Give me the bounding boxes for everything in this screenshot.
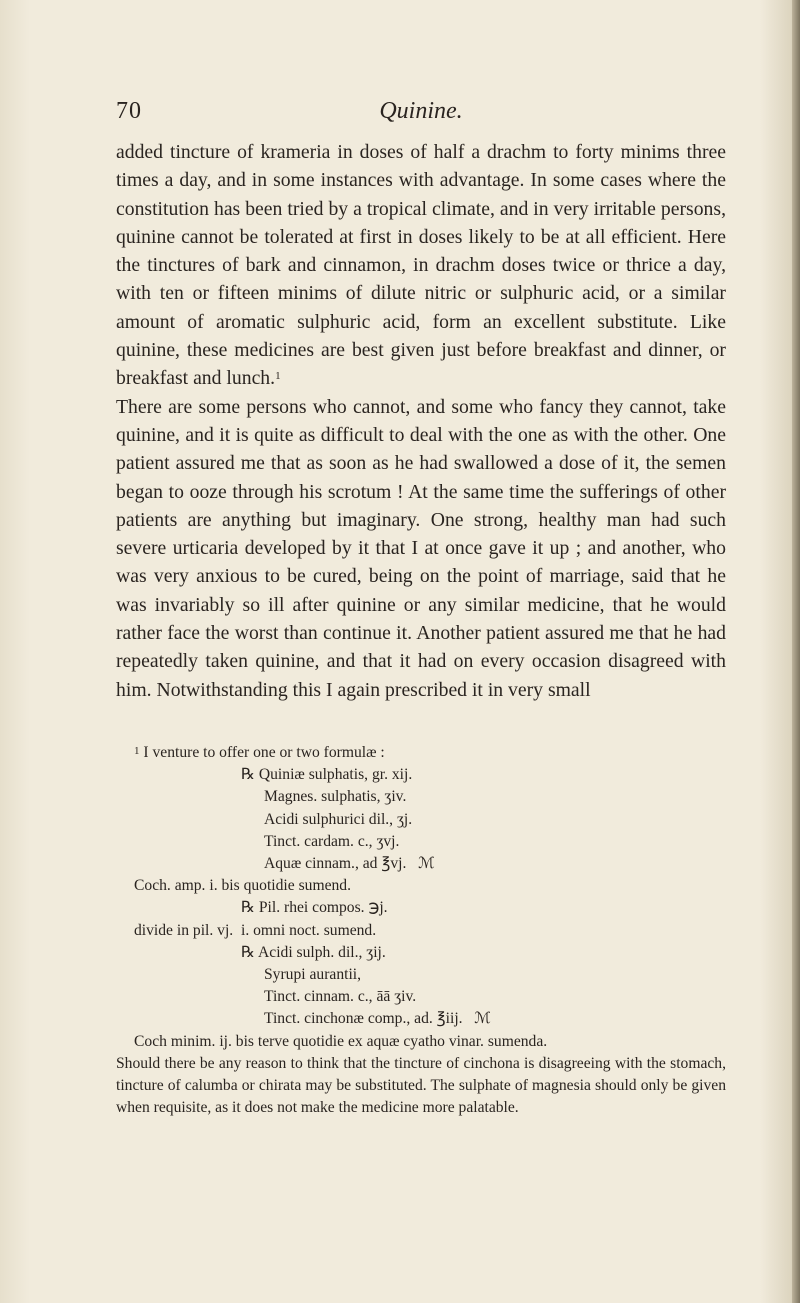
page-number: 70: [116, 98, 142, 124]
prescription-3-line: Tinct. cinnam. c., āā ʒiv.: [264, 988, 417, 1006]
page-header: [116, 98, 726, 132]
dosage-instruction-2: divide in pil. vj. i. omni noct. sumend.: [134, 921, 377, 939]
footnote-marker: 1: [134, 745, 140, 757]
paragraph-1-text: added tincture of krameria in doses of half a drachm to forty minims three times a day, and in some instances with advantage. In some cases where the constitution has been tried by a tropical climate, and in very irritable persons, quinine cannot be tolerated at first in doses likely to be at all efficient. Here the tinctures of bark and cinnamon, in drachm doses twice or thrice a day, with ten or fifteen minims of dilute nitric or sulphuric acid, or a similar amount of aromatic sulphuric acid, form an excellent substitute. Like quinine, these medicines are best given just before breakfast and dinner, or breakfast and lunch.: [116, 141, 726, 390]
prescription-1-line: Magnes. sulphatis, ʒiv.: [264, 788, 407, 806]
footnotes: [116, 742, 726, 1119]
footnote-ref: 1: [275, 370, 281, 383]
footnote-closing: Should there be any reason to think that the tincture of cinchona is disagreeing with the stomach, tincture of calumba or chirata may be substituted. The sulphate of magnesia should only be given when requisite, as it does not make the medicine more palatable.: [116, 1054, 726, 1117]
running-title: Quinine.: [379, 98, 463, 124]
paragraph-2: There are some persons who cannot, and some who fancy they cannot, take quinine, and it is quite as difficult to deal with the one as with the other. One patient assured me that as soon as he had swallowed a dose of it, the semen began to ooze through his scrotum ! At the same time the sufferings of other patients are anything but imaginary. One strong, healthy man had such severe urticaria developed by it that I at once gave it up ; and another, who was very anxious to be cured, being on the point of marriage, said that he was invariably so ill after quinine or any similar medicine, that he would rather face the worst than continue it. Another patient assured me that he had repeatedly taken quinine, and that it had on every occasion disagreed with him. Notwithstanding this I again prescribed it in very small: [116, 395, 726, 701]
prescription-1-line: Acidi sulphurici dil., ʒj.: [264, 810, 413, 828]
prescription-1-line: Tinct. cardam. c., ʒvj.: [264, 832, 400, 850]
prescription-1-line: Aquæ cinnam., ad ℥vj. ℳ: [264, 855, 435, 873]
body-text: [116, 138, 726, 704]
prescription-3-line: Syrupi aurantii,: [264, 966, 362, 984]
prescription-3-line: ℞ Acidi sulph. dil., ʒij.: [241, 943, 386, 961]
page-edge-shadow: [792, 0, 800, 1303]
dosage-instruction-1: Coch. amp. i. bis quotidie sumend.: [134, 877, 351, 895]
footnote-intro-text: I venture to offer one or two formulæ :: [143, 744, 385, 761]
prescription-3-line: Tinct. cinchonæ comp., ad. ℥iij. ℳ: [264, 1010, 491, 1028]
dosage-instruction-3: Coch minim. ij. bis terve quotidie ex aquæ cyatho vinar. sumenda.: [134, 1032, 548, 1050]
footnote-intro: [116, 742, 726, 764]
prescription-2-line: ℞ Pil. rhei compos. ℈j.: [241, 899, 388, 917]
paragraph-1: [116, 138, 726, 393]
prescription-1-line: ℞ Quiniæ sulphatis, gr. xij.: [241, 766, 413, 784]
